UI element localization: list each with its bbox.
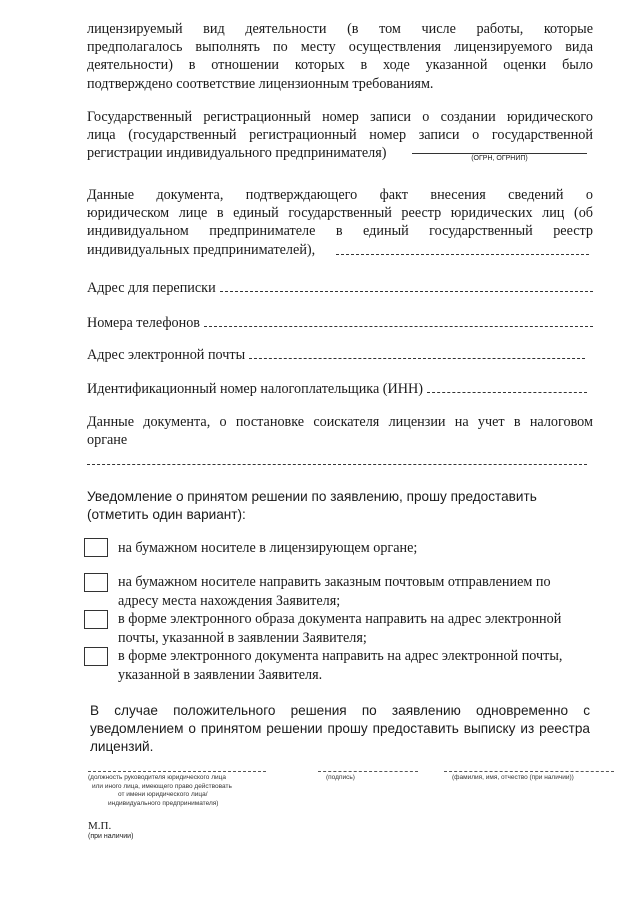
signature-input-line[interactable] — [318, 771, 418, 772]
address-input-line[interactable] — [220, 279, 593, 292]
tax-input-line[interactable] — [87, 464, 587, 465]
egrul-line: Данные документа, подтверждающего факт внесения сведений о — [87, 187, 593, 203]
inn-row — [87, 380, 593, 398]
option-text — [118, 573, 551, 610]
tax-paragraph — [87, 413, 593, 449]
intro-line: лицензируемый вид деятельности (в том числе работы, которые — [87, 21, 593, 37]
email-input-line[interactable] — [249, 346, 585, 359]
option-line: указанной в заявлении Заявителя. — [118, 666, 323, 683]
option-checkbox[interactable] — [84, 573, 108, 592]
position-input-line[interactable] — [88, 771, 266, 772]
signature-caption: (подпись) — [326, 774, 355, 781]
ogrn-line: регистрации индивидуального предпринимателя) — [87, 145, 387, 162]
phones-input-line[interactable] — [204, 314, 593, 327]
notice-line: Уведомление о принятом решении по заявлению, прошу предоставить — [87, 489, 537, 504]
notice-line: (отметить один вариант): — [87, 507, 246, 523]
egrul-line: индивидуальных предпринимателей), — [87, 241, 316, 258]
caption-line: от имени юридического лица/ — [118, 791, 208, 798]
caption-line: или иного лица, имеющего право действовать — [92, 782, 232, 790]
option-checkbox[interactable] — [84, 647, 108, 666]
caption-line: (должность руководителя юридического лица — [88, 774, 226, 781]
notice-paragraph — [87, 488, 593, 524]
option-checkbox[interactable] — [84, 610, 108, 629]
option-line: почты, указанной в заявлении Заявителя; — [118, 629, 367, 646]
phones-label: Номера телефонов — [87, 315, 201, 331]
address-label: Адрес для переписки — [87, 280, 216, 296]
caption-line: индивидуального предпринимателя) — [108, 799, 219, 807]
option-checkbox[interactable] — [84, 538, 108, 557]
position-caption — [88, 774, 232, 808]
email-label: Адрес электронной почты — [87, 347, 246, 363]
ogrn-input-line[interactable] — [412, 153, 587, 154]
option-text — [118, 647, 562, 684]
egrul-input-line[interactable] — [336, 254, 589, 255]
ogrn-caption: (ОГРН, ОГРНИП) — [471, 155, 528, 162]
ogrn-line: лица (государственный регистрационный номер записи о государственной — [87, 127, 593, 144]
option-electronic-image[interactable] — [84, 610, 561, 647]
extract-line: лицензий. — [90, 739, 154, 755]
intro-line: деятельности) в отношении которых в ходе указанной оценки было — [87, 57, 593, 74]
extract-paragraph — [90, 702, 590, 757]
full-name-caption: (фамилия, имя, отчество (при наличии)) — [452, 774, 574, 781]
extract-line: уведомлением о принятом решении прошу предоставить выписку из реестра — [90, 721, 590, 737]
option-line: в форме электронного образа документа направить на адрес электронной — [118, 611, 562, 627]
phones-row — [87, 314, 593, 332]
intro-line: предполагалось выполнять по месту осуществления лицензируемого вида — [87, 39, 593, 56]
option-text — [118, 538, 417, 558]
email-row — [87, 346, 593, 364]
stamp-note: (при наличии) — [88, 833, 134, 840]
intro-line: подтверждено соответствие лицензионным требованиям. — [87, 75, 434, 92]
extract-line: В случае положительного решения по заявлению одновременно с — [90, 703, 590, 718]
tax-line: органе — [87, 432, 128, 449]
egrul-paragraph — [87, 186, 593, 259]
option-text — [118, 610, 561, 647]
option-line: в форме электронного документа направить на адрес электронной почты, — [118, 648, 563, 664]
full-name-input-line[interactable] — [444, 771, 614, 772]
stamp-label: М.П. — [88, 820, 112, 832]
tax-line: Данные документа, о постановке соискателя лицензии на учет в налоговом — [87, 414, 593, 430]
egrul-line: индивидуальном предпринимателе в единый государственный реестр — [87, 223, 593, 240]
address-row — [87, 279, 593, 297]
option-line: на бумажном носителе направить заказным почтовым отправлением по — [118, 574, 551, 590]
inn-input-line[interactable] — [427, 380, 587, 393]
option-paper-by-mail[interactable] — [84, 573, 551, 610]
option-line: адресу места нахождения Заявителя; — [118, 592, 341, 609]
ogrn-line: Государственный регистрационный номер записи о создании юридического — [87, 109, 593, 125]
inn-label: Идентификационный номер налогоплательщика (ИНН) — [87, 381, 423, 397]
intro-paragraph — [87, 20, 593, 93]
option-paper-in-office[interactable] — [84, 538, 417, 558]
option-line: на бумажном носителе в лицензирующем органе; — [118, 540, 418, 556]
option-electronic-document[interactable] — [84, 647, 562, 684]
egrul-line: юридическом лице в единый государственный реестр юридических лиц (об — [87, 205, 593, 222]
